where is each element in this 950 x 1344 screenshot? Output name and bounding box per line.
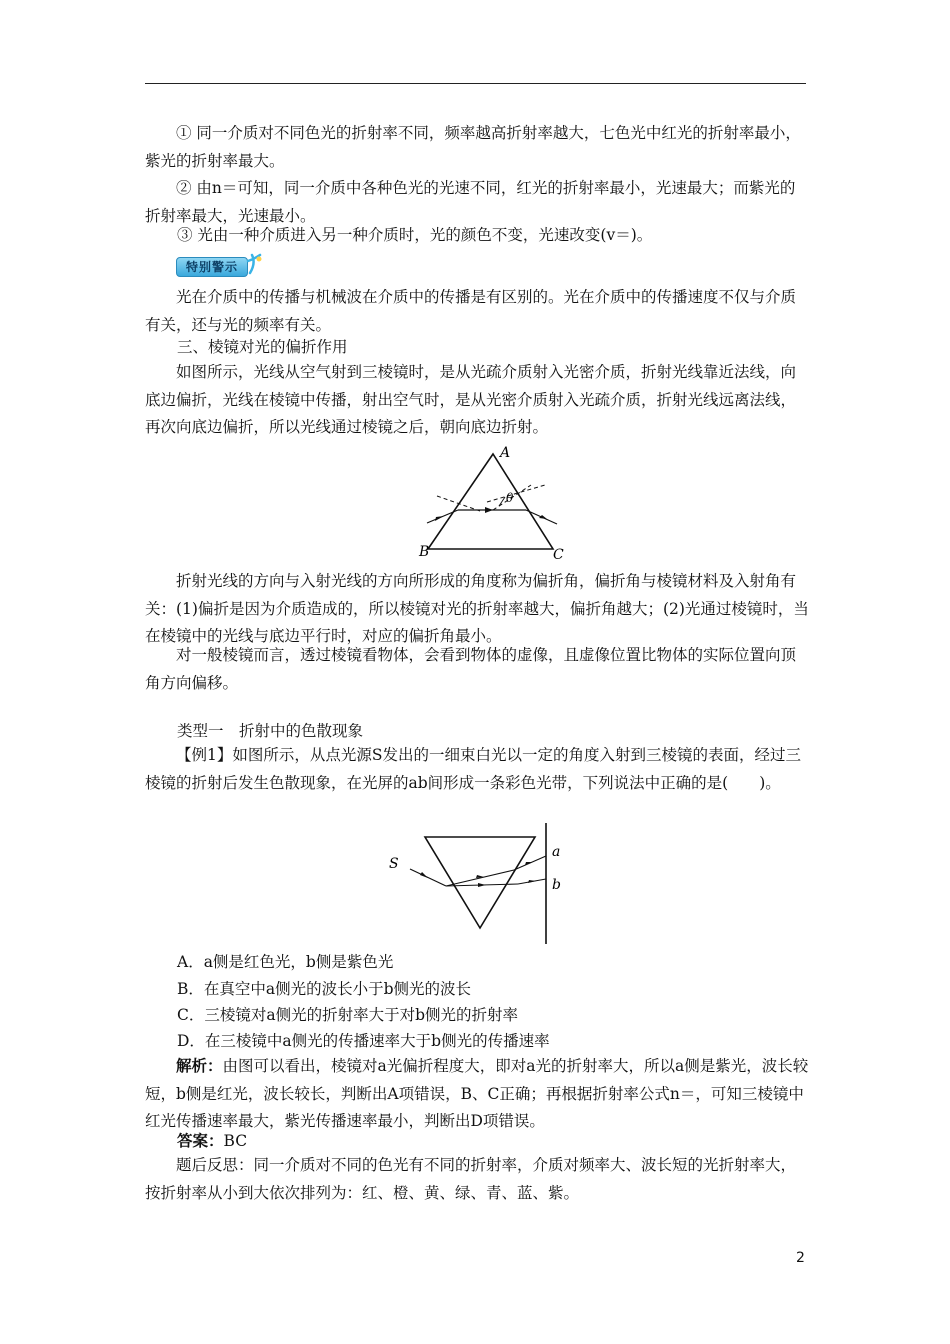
inverted-prism	[425, 837, 535, 928]
prism-deflection-figure	[415, 436, 575, 564]
source-label-s: S	[389, 856, 399, 872]
angle-label-theta: θ	[506, 491, 514, 505]
vertex-label-a: A	[500, 445, 511, 461]
page-number: 2	[796, 1250, 805, 1266]
answer-text: BC	[223, 1132, 248, 1150]
example-1	[145, 742, 809, 797]
arrow-head	[478, 883, 486, 887]
screen-label-b: b	[552, 877, 561, 893]
vertex-label-c: C	[553, 547, 564, 563]
header-rule	[145, 83, 806, 84]
option-a: A．a侧是红色光，b侧是紫色光	[177, 953, 394, 971]
normal-right	[487, 485, 545, 502]
answer	[177, 1127, 247, 1155]
paragraph-dispersion-2: ② 由n＝可知，同一介质中各种色光的光速不同，红光的折射率最小，光速最大；而紫光的折射率最大，光速最小。	[145, 179, 796, 225]
example-question: 如图所示，从点光源S发出的一细束白光以一定的角度入射到三棱镜的表面，经过三棱镜的折射后发生色散现象，在光屏的ab间形成一条彩色光带，下列说法中正确的是( )。	[145, 746, 801, 792]
option-c: C．三棱镜对a侧光的折射率大于对b侧光的折射率	[177, 1006, 519, 1024]
analysis-text: 由图可以看出，棱镜对a光偏折程度大，即对a光的折射率大，所以a侧是紫光，波长较短，b侧是红光，波长较长，判断出A项错误，B、C正确；再根据折射率公式n＝，可知三棱镜中红光传播速率最大，紫光传播速率最小，判断出D项错误。	[145, 1057, 809, 1130]
arrow-head	[435, 516, 444, 521]
paragraph-dispersion-3: ③ 光由一种介质进入另一种介质时，光的颜色不变，光速改变(v＝)。	[177, 226, 653, 244]
vertex-label-b: B	[419, 544, 430, 560]
option-b: B．在真空中a侧光的波长小于b侧光的波长	[177, 980, 472, 998]
reflection: 题后反思：同一介质对不同的色光有不同的折射率，介质对频率大、波长短的光折射率大，按折射率从小到大依次排列为：红、橙、黄、绿、青、蓝、紫。	[145, 1156, 797, 1202]
incident-white-ray	[410, 869, 446, 886]
paragraph-dispersion-1: ① 同一介质对不同色光的折射率不同，频率越高折射率越大，七色光中红光的折射率最小，紫光的折射率最大。	[145, 124, 801, 170]
dispersion-figure	[380, 818, 580, 950]
section-heading-type1: 类型一 折射中的色散现象	[177, 722, 364, 740]
paragraph-virtual-image: 对一般棱镜而言，透过棱镜看物体，会看到物体的虚像，且虚像位置比物体的实际位置向顶角方向偏移。	[145, 646, 797, 692]
special-warning-badge: 特别警示	[176, 257, 248, 277]
prism-outline	[428, 454, 553, 549]
paragraph-deflection-angle: 折射光线的方向与入射光线的方向所形成的角度称为偏折角，偏折角与棱镜材料及入射角有关：(1)偏折是因为介质造成的，所以棱镜对光的折射率越大，偏折角越大；(2)光通过棱镜时，当在棱镜中的光线与底边平行时，对应的偏折角最小。	[145, 572, 809, 645]
arrow-head	[485, 507, 493, 513]
normal-left	[437, 496, 480, 511]
answer-label: 答案：	[177, 1131, 224, 1150]
analysis	[145, 1052, 809, 1136]
section-heading-prism: 三、棱镜对光的偏折作用	[177, 338, 348, 356]
analysis-label: 解析：	[176, 1056, 223, 1075]
paragraph-warning: 光在介质中的传播与机械波在介质中的传播是有区别的。光在介质中的传播速度不仅与介质有关，还与光的频率有关。	[145, 288, 797, 334]
paragraph-prism: 如图所示，光线从空气射到三棱镜时，是从光疏介质射入光密介质，折射光线靠近法线，向底边偏折，光线在棱镜中传播，射出空气时，是从光密介质射入光疏介质，折射光线远离法线，再次向底边偏折，所以光线通过棱镜之后，朝向底边折射。	[145, 363, 797, 436]
arrow-head	[420, 872, 428, 878]
option-d: D．在三棱镜中a侧光的传播速率大于b侧光的传播速率	[177, 1032, 550, 1050]
example-label: 【例1】	[176, 746, 233, 764]
arrow-head	[539, 515, 547, 519]
screen-label-a: a	[552, 844, 561, 860]
sparkle-icon	[244, 251, 266, 277]
